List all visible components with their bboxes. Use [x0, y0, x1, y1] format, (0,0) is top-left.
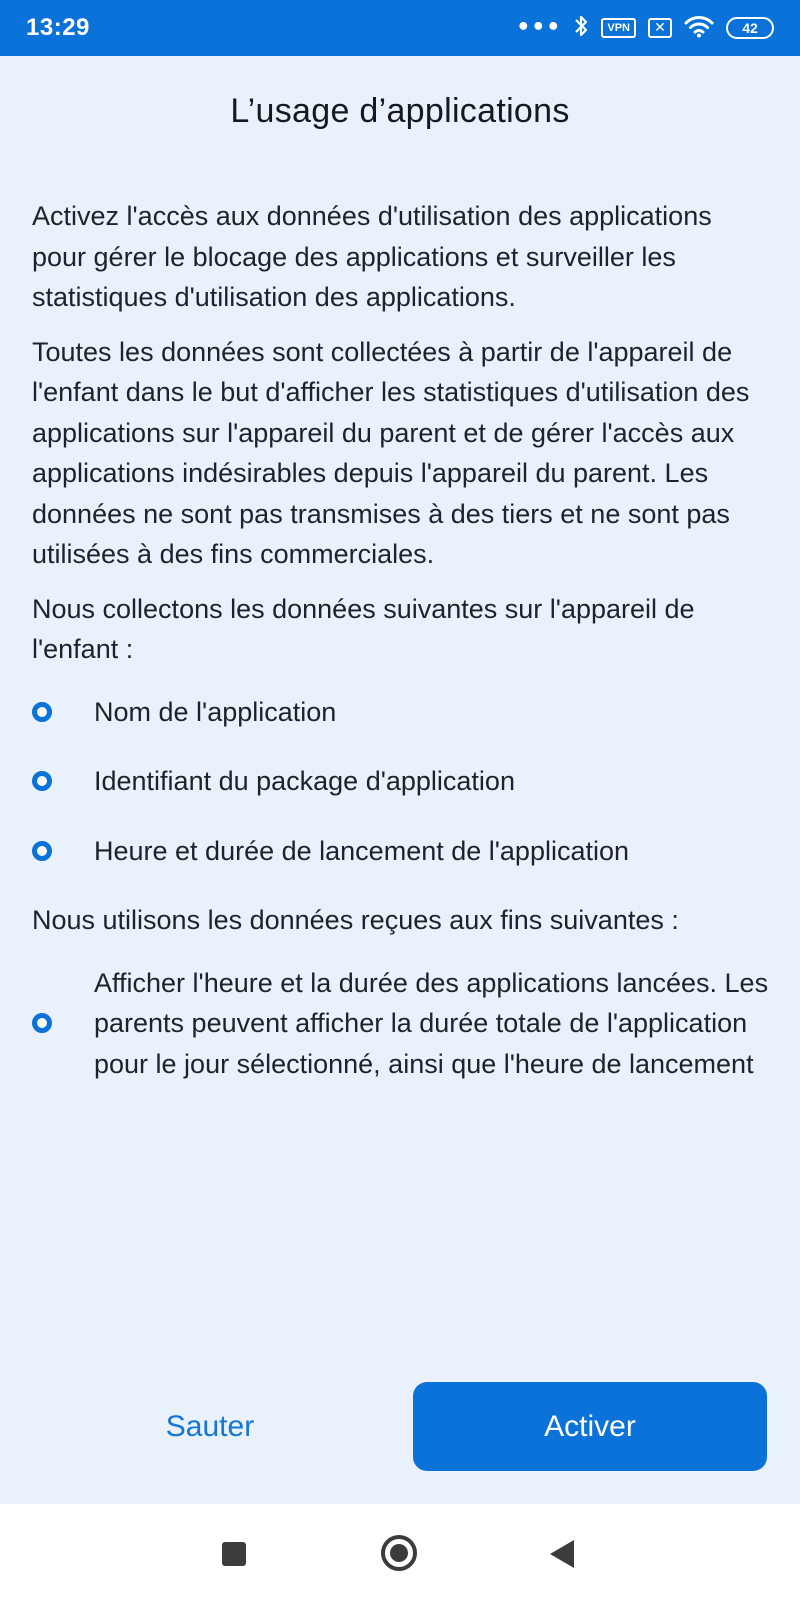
- list-item: [32, 963, 772, 1085]
- bullet-icon: [32, 702, 52, 722]
- more-notifications-icon: •••: [516, 15, 562, 40]
- collected-data-heading: Nous collectons les données suivantes sur l'appareil de l'enfant :: [32, 593, 695, 664]
- page-title: L’usage d’applications: [230, 92, 570, 130]
- status-bar: [0, 0, 800, 56]
- bullet-icon: [32, 1013, 52, 1033]
- list-item-text: Afficher l'heure et la durée des applications lancées. Les parents peuvent afficher la durée totale de l'application pour le jour sélectionné, ainsi que l'heure de lancement: [94, 967, 769, 1079]
- list-item: [32, 692, 772, 733]
- activate-button[interactable]: Activer: [413, 1382, 767, 1471]
- list-item-text: Heure et durée de lancement de l'application: [94, 835, 630, 866]
- bullet-icon: [32, 771, 52, 791]
- status-time: 13:29: [26, 14, 90, 41]
- content-scroll-area[interactable]: [32, 196, 772, 1340]
- action-bar: [0, 1382, 800, 1472]
- status-icons: [516, 14, 774, 42]
- list-item: [32, 761, 772, 802]
- list-item-text: Identifiant du package d'application: [94, 766, 515, 796]
- collected-data-list: [32, 692, 772, 872]
- usage-purposes-list: [32, 963, 772, 1085]
- battery-icon: 42: [726, 17, 774, 39]
- list-item-text: Nom de l'application: [94, 696, 337, 727]
- bullet-icon: [32, 841, 52, 861]
- privacy-paragraph: Toutes les données sont collectées à partir de l'appareil de l'enfant dans le but d'afficher les statistiques d'utilisation des applications sur l'appareil du parent et de gérer l'accès aux applications indésirables depuis l'appareil du parent. Les données ne sont pas transmises à des tiers et ne sont pas utilisées à des fins commerciales.: [32, 336, 750, 569]
- bluetooth-icon: [573, 14, 589, 42]
- home-circle-icon[interactable]: [381, 1535, 417, 1571]
- wifi-icon: [684, 14, 714, 42]
- list-item: [32, 831, 772, 872]
- intro-paragraph: Activez l'accès aux données d'utilisation des applications pour gérer le blocage des applications et surveiller les statistiques d'utilisation des applications.: [32, 201, 712, 312]
- recents-square-icon[interactable]: [222, 1542, 246, 1566]
- skip-button[interactable]: Sauter: [120, 1382, 300, 1472]
- no-sim-icon: ✕: [648, 18, 672, 38]
- back-triangle-icon[interactable]: [550, 1540, 574, 1568]
- vpn-icon: VPN: [601, 18, 636, 38]
- usage-purposes-heading: Nous utilisons les données reçues aux fins suivantes :: [32, 905, 679, 935]
- navigation-bar: [0, 1504, 800, 1600]
